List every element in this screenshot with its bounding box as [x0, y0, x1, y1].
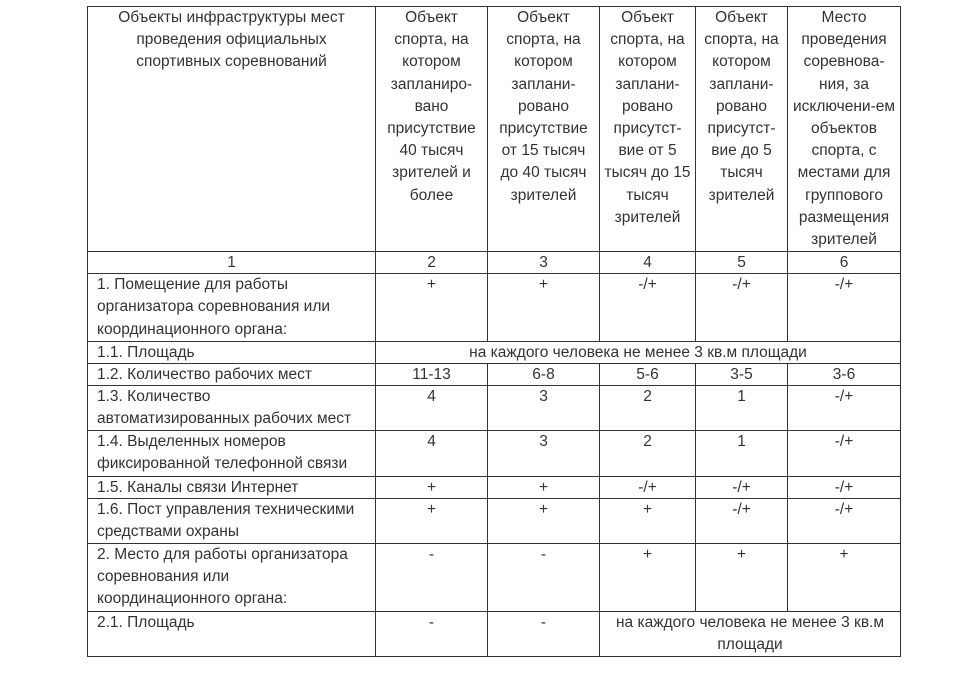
column-number: 3 — [488, 252, 600, 274]
table-cell: -/+ — [788, 476, 901, 498]
table-cell: 11-13 — [376, 363, 488, 385]
table-cell: -/+ — [696, 274, 788, 342]
table-row — [88, 274, 901, 342]
table-cell: -/+ — [600, 274, 696, 342]
table-row — [88, 341, 901, 363]
table-row — [88, 385, 901, 430]
table-cell: + — [600, 498, 696, 543]
table-cell: 1 — [696, 431, 788, 476]
merged-cell: на каждого человека не менее 3 кв.м площади — [600, 611, 901, 656]
table-cell: + — [376, 498, 488, 543]
table-cell: + — [488, 476, 600, 498]
table-cell: 3 — [488, 385, 600, 430]
table-cell: 2 — [600, 431, 696, 476]
row-label: 1.6. Пост управления техническими средствами охраны — [88, 498, 376, 543]
table-cell: -/+ — [788, 385, 901, 430]
table-row — [88, 544, 901, 612]
column-number: 1 — [88, 252, 376, 274]
table-cell: 5-6 — [600, 363, 696, 385]
header-cell: Объект спорта, на котором запланиро-вано присутствие 40 тысяч зрителей и более — [376, 7, 488, 252]
table-cell: 1 — [696, 385, 788, 430]
table-cell: 3-5 — [696, 363, 788, 385]
column-number: 6 — [788, 252, 901, 274]
column-number-row — [88, 252, 901, 274]
table-cell: - — [488, 544, 600, 612]
table-cell: + — [376, 274, 488, 342]
table-row — [88, 363, 901, 385]
column-number: 5 — [696, 252, 788, 274]
table-cell: - — [376, 611, 488, 656]
header-cell: Место проведения соревнова-ния, за исключени-ем объектов спорта, с местами для группового размещения зрителей — [788, 7, 901, 252]
table-row — [88, 431, 901, 476]
table-row — [88, 498, 901, 543]
row-label: 2. Место для работы организатора соревнования или координационного органа: — [88, 544, 376, 612]
row-label: 1.4. Выделенных номеров фиксированной телефонной связи — [88, 431, 376, 476]
table-cell: -/+ — [788, 431, 901, 476]
table-row — [88, 476, 901, 498]
table-cell: + — [488, 274, 600, 342]
table-cell: + — [696, 544, 788, 612]
table-cell: -/+ — [788, 498, 901, 543]
row-label: 2.1. Площадь — [88, 611, 376, 656]
table-cell: 4 — [376, 385, 488, 430]
row-label: 1. Помещение для работы организатора соревнования или координационного органа: — [88, 274, 376, 342]
table-cell: - — [488, 611, 600, 656]
row-label: 1.1. Площадь — [88, 341, 376, 363]
table-cell: 2 — [600, 385, 696, 430]
table-row — [88, 611, 901, 656]
table-cell: + — [788, 544, 901, 612]
table-cell: - — [376, 544, 488, 612]
column-number: 2 — [376, 252, 488, 274]
header-cell: Объект спорта, на котором заплани-ровано присутст-вие до 5 тысяч зрителей — [696, 7, 788, 252]
header-cell: Объект спорта, на котором заплани-ровано присутст-вие от 5 тысяч до 15 тысяч зрителей — [600, 7, 696, 252]
table-cell: + — [376, 476, 488, 498]
column-number: 4 — [600, 252, 696, 274]
table-cell: -/+ — [788, 274, 901, 342]
table-header-row — [88, 7, 901, 252]
table-cell: 6-8 — [488, 363, 600, 385]
row-label: 1.2. Количество рабочих мест — [88, 363, 376, 385]
table-cell: -/+ — [696, 498, 788, 543]
table-cell: -/+ — [696, 476, 788, 498]
table-cell: 4 — [376, 431, 488, 476]
row-label: 1.5. Каналы связи Интернет — [88, 476, 376, 498]
table-cell: + — [600, 544, 696, 612]
merged-cell: на каждого человека не менее 3 кв.м площади — [376, 341, 901, 363]
table-cell: 3-6 — [788, 363, 901, 385]
header-cell: Объекты инфраструктуры мест проведения официальных спортивных соревнований — [88, 7, 376, 252]
table-cell: + — [488, 498, 600, 543]
header-cell: Объект спорта, на котором заплани-ровано присутствие от 15 тысяч до 40 тысяч зрителей — [488, 7, 600, 252]
row-label: 1.3. Количество автоматизированных рабочих мест — [88, 385, 376, 430]
table-cell: 3 — [488, 431, 600, 476]
table-cell: -/+ — [600, 476, 696, 498]
infrastructure-table — [87, 6, 901, 657]
